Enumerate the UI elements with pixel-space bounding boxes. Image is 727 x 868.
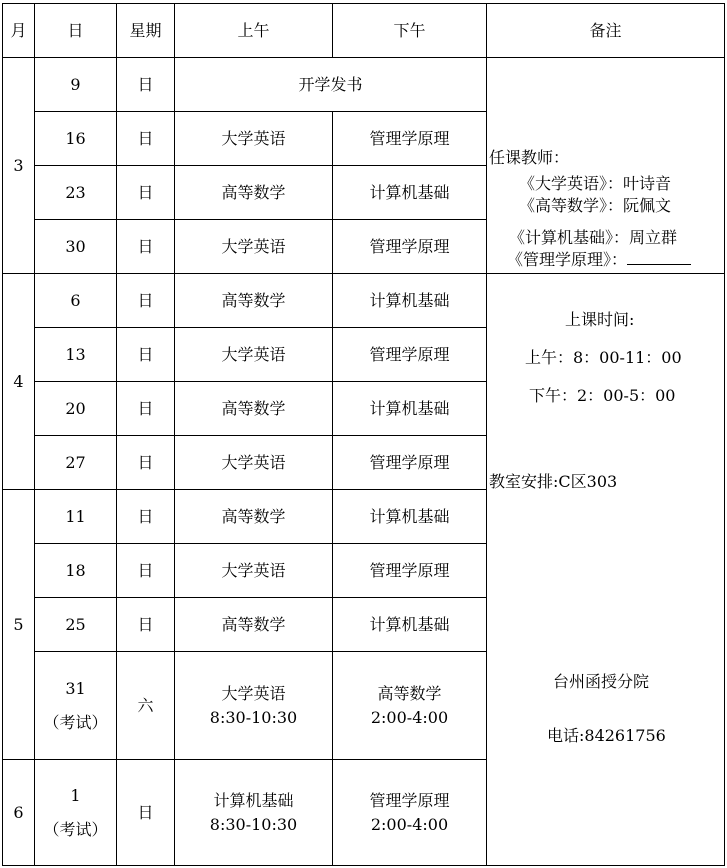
pm-course-cell: 管理学原理: [333, 544, 487, 598]
weekday-cell: 日: [117, 328, 175, 382]
weekday-cell: 日: [117, 598, 175, 652]
weekday-cell: 日: [117, 274, 175, 328]
am-course-cell: [175, 652, 333, 760]
weekday-cell: 日: [117, 490, 175, 544]
day-cell: 30: [35, 220, 117, 274]
am-course-time: 8:30-10:30: [209, 707, 298, 727]
am-course-cell: [175, 760, 333, 866]
am-course-time: 8:30-10:30: [209, 814, 298, 834]
day-cell: 9: [35, 58, 117, 112]
weekday-cell: 日: [117, 220, 175, 274]
day-cell: 13: [35, 328, 117, 382]
branch-name: 台州函授分院: [553, 672, 650, 691]
pm-course-cell: 管理学原理: [333, 328, 487, 382]
day-cell: 18: [35, 544, 117, 598]
teachers-note: [487, 58, 725, 274]
class-time-title: 上课时间:: [565, 310, 635, 329]
blank-line: [627, 252, 691, 265]
header-afternoon: 下午: [333, 4, 487, 58]
weekday-cell: 日: [117, 112, 175, 166]
month-cell: 5: [3, 490, 35, 760]
info-note: [487, 274, 725, 866]
weekday-cell: 日: [117, 58, 175, 112]
teacher-line: 《计算机基础》：周立群: [509, 228, 678, 247]
am-course-name: 计算机基础: [213, 791, 294, 811]
teacher-line: 《大学英语》：叶诗音: [519, 174, 672, 193]
am-course-cell: 大学英语: [175, 112, 333, 166]
day-cell: 25: [35, 598, 117, 652]
month-cell: 6: [3, 760, 35, 866]
exam-note: （考试）: [43, 712, 108, 732]
pm-course-cell: 管理学原理: [333, 436, 487, 490]
am-course-cell: 高等数学: [175, 490, 333, 544]
table-row: [3, 58, 725, 112]
day-cell: 11: [35, 490, 117, 544]
header-morning: 上午: [175, 4, 333, 58]
classroom-info: 教室安排:C区303: [489, 472, 618, 491]
weekday-cell: 日: [117, 166, 175, 220]
am-course-cell: 大学英语: [175, 544, 333, 598]
day-number: 1: [70, 786, 81, 806]
pm-course-name: 高等数学: [377, 684, 442, 704]
pm-course-cell: [333, 652, 487, 760]
teacher-line: 《高等数学》：阮佩文: [519, 196, 672, 215]
day-cell: 20: [35, 382, 117, 436]
day-number: 31: [65, 679, 86, 699]
pm-course-cell: 计算机基础: [333, 274, 487, 328]
pm-course-cell: 计算机基础: [333, 382, 487, 436]
weekday-cell: 日: [117, 436, 175, 490]
header-weekday: 星期: [117, 4, 175, 58]
pm-course-cell: 管理学原理: [333, 112, 487, 166]
header-remarks: 备注: [487, 4, 725, 58]
day-cell: [35, 652, 117, 760]
exam-note: （考试）: [43, 819, 108, 839]
pm-course-cell: 计算机基础: [333, 490, 487, 544]
pm-course-cell: 计算机基础: [333, 598, 487, 652]
day-cell: [35, 760, 117, 866]
am-course-cell: 高等数学: [175, 382, 333, 436]
pm-course-time: 2:00-4:00: [370, 707, 449, 727]
weekday-cell: 日: [117, 382, 175, 436]
class-time-pm: 下午：2：00-5：00: [529, 386, 676, 405]
pm-course-time: 2:00-4:00: [370, 814, 449, 834]
teachers-title: 任课教师：: [489, 148, 570, 167]
month-cell: 3: [3, 58, 35, 274]
am-course-cell: 高等数学: [175, 166, 333, 220]
header-row: [3, 4, 725, 58]
day-cell: 16: [35, 112, 117, 166]
pm-course-cell: 计算机基础: [333, 166, 487, 220]
am-course-name: 大学英语: [221, 684, 286, 704]
am-course-cell: 大学英语: [175, 436, 333, 490]
month-cell: 4: [3, 274, 35, 490]
header-day: 日: [35, 4, 117, 58]
weekday-cell: 日: [117, 544, 175, 598]
table-row: [3, 274, 725, 328]
phone-number: 电话:84261756: [547, 726, 666, 745]
am-course-cell: 高等数学: [175, 598, 333, 652]
day-cell: 23: [35, 166, 117, 220]
weekday-cell: 六: [117, 652, 175, 760]
am-course-cell: 大学英语: [175, 328, 333, 382]
weekday-cell: 日: [117, 760, 175, 866]
teacher-line: 《管理学原理》：: [507, 248, 691, 271]
day-cell: 27: [35, 436, 117, 490]
header-month: 月: [3, 4, 35, 58]
pm-course-cell: 管理学原理: [333, 220, 487, 274]
day-cell: 6: [35, 274, 117, 328]
merged-event-cell: 开学发书: [175, 58, 487, 112]
pm-course-name: 管理学原理: [369, 791, 450, 811]
pm-course-cell: [333, 760, 487, 866]
schedule-table: [2, 3, 725, 866]
class-time-am: 上午：8：00-11：00: [525, 348, 682, 367]
am-course-cell: 高等数学: [175, 274, 333, 328]
am-course-cell: 大学英语: [175, 220, 333, 274]
